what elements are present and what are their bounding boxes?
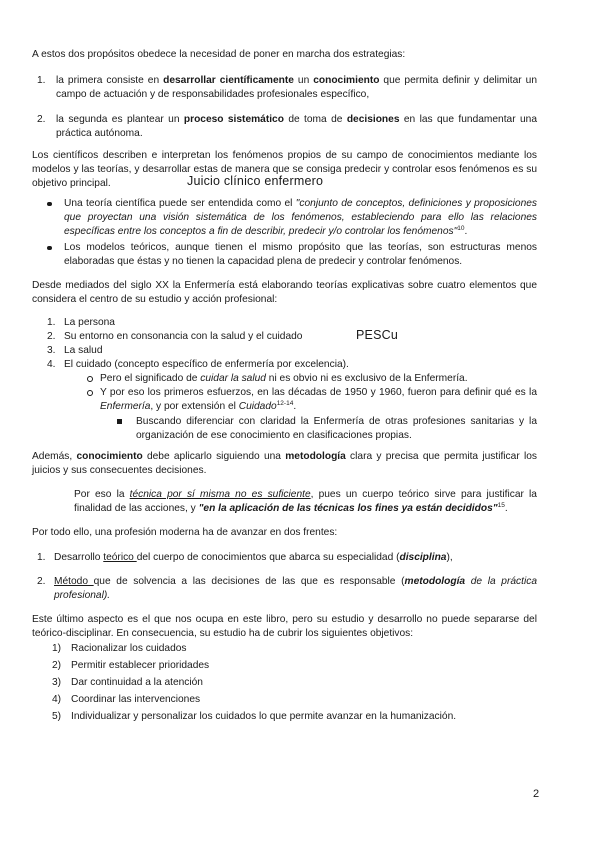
page-number: 2	[533, 788, 540, 800]
front-item-2: 2. Método que de solvencia a las decisiones de las que es responsable (metodología de la práctica profesional).	[37, 576, 537, 601]
element-item-4: 4. El cuidado (concepto específico de enfermería por excelencia).	[47, 359, 349, 370]
objective-item-1: 1) Racionalizar los cuidados	[52, 643, 187, 654]
strategy-item-1: 1. la primera consiste en desarrollar científicamente un conocimiento que permita definir y delimitar un campo de actuación y de responsabilidades profesionales específico,	[37, 75, 537, 100]
scientists-paragraph: Los científicos describen e interpretan los fenómenos propios de su campo de conocimientos mediante los modelos y las teorías, y desarrollar estas de manera que se consiga predecir y controlar esos fenómenos es su objetivo principal.	[32, 150, 537, 189]
bullet-circle-icon	[87, 390, 93, 396]
list-marker: 2.	[37, 114, 46, 125]
last-paragraph: Este último aspecto es el que nos ocupa en este libro, pero su estudio y desarrollo no puede separarse del teórico-disciplinar. En consecuencia, su estudio ha de cubrir los siguientes objetivos:	[32, 614, 537, 639]
sub-item-meaning: Pero el significado de cuidar la salud ni es obvio ni es exclusivo de la Enfermería.	[87, 372, 537, 387]
objective-item-5: 5) Individualizar y personalizar los cuidados lo que permite avanzar en la humanización.	[52, 711, 457, 722]
bullet-square-icon	[117, 419, 122, 424]
handwritten-note-pescu: PESCu	[356, 328, 398, 342]
objective-item-4: 4) Coordinar las intervenciones	[52, 694, 201, 705]
front-item-1: 1. Desarrollo teórico del cuerpo de conocimientos que abarca su especialidad (disciplina),	[37, 552, 453, 563]
objective-item-2: 2) Permitir establecer prioridades	[52, 660, 210, 671]
bullet-item-models: Los modelos teóricos, aunque tienen el mismo propósito que las teorías, son estructuras menos elaboradas que éstas y no tienen la capacidad plena de predecir y controlar fenómenos.	[47, 241, 537, 269]
sub-sub-item-differentiate: Buscando diferenciar con claridad la Enfermería de otras profesiones sanitarias y la organización de ese conocimiento en clasificaciones propias.	[117, 415, 537, 443]
objective-item-3: 3) Dar continuidad a la atención	[52, 677, 203, 688]
bullet-circle-icon	[87, 376, 93, 382]
intro-paragraph: A estos dos propósitos obedece la necesidad de poner en marcha dos estrategias:	[32, 49, 406, 60]
also-paragraph: Además, conocimiento debe aplicarlo siguiendo una metodología clara y precisa que permita justificar los juicios y sus consecuentes decisiones.	[32, 451, 537, 476]
fronts-paragraph: Por todo ello, una profesión moderna ha de avanzar en dos frentes:	[32, 527, 338, 538]
quote-paragraph: Por eso la técnica por sí misma no es suficiente, pues un cuerpo teórico sirve para justificar la finalidad de las acciones, y "en la aplicación de las técnicas los fines ya están decididos"$^{15}$.	[74, 489, 537, 514]
bullet-item-theory: Una teoría científica puede ser entendida como el "conjunto de conceptos, definiciones y proposiciones que proyectan una visión sistemática de los fenómenos, estableciendo para ello las relaciones específicas entre los conceptos a fin de describir, predecir y/o controlar los fenómenos"$^{10}$.	[47, 197, 537, 238]
list-marker: 1.	[37, 75, 46, 86]
sub-item-efforts: Y por eso los primeros esfuerzos, en las décadas de 1950 y 1960, fueron para definir qué es la Enfermería, y por extensión el Cuidado$^{12-14}$.	[87, 386, 537, 414]
handwritten-note-juicio: Juicio clínico enfermero	[187, 174, 324, 188]
strategy-item-2: 2. la segunda es plantear un proceso sistemático de toma de decisiones en las que fundamentar una práctica autónoma.	[37, 114, 537, 139]
bullet-dot-icon	[47, 202, 52, 207]
bullet-dot-icon	[47, 246, 52, 251]
element-item-1: 1. La persona	[47, 317, 115, 328]
element-item-3: 3. La salud	[47, 345, 103, 356]
element-item-2: 2. Su entorno en consonancia con la salud y el cuidado	[47, 331, 303, 342]
since-paragraph: Desde mediados del siglo XX la Enfermería está elaborando teorías explicativas sobre cuatro elementos que considera el centro de su estudio y acción profesional:	[32, 280, 537, 305]
